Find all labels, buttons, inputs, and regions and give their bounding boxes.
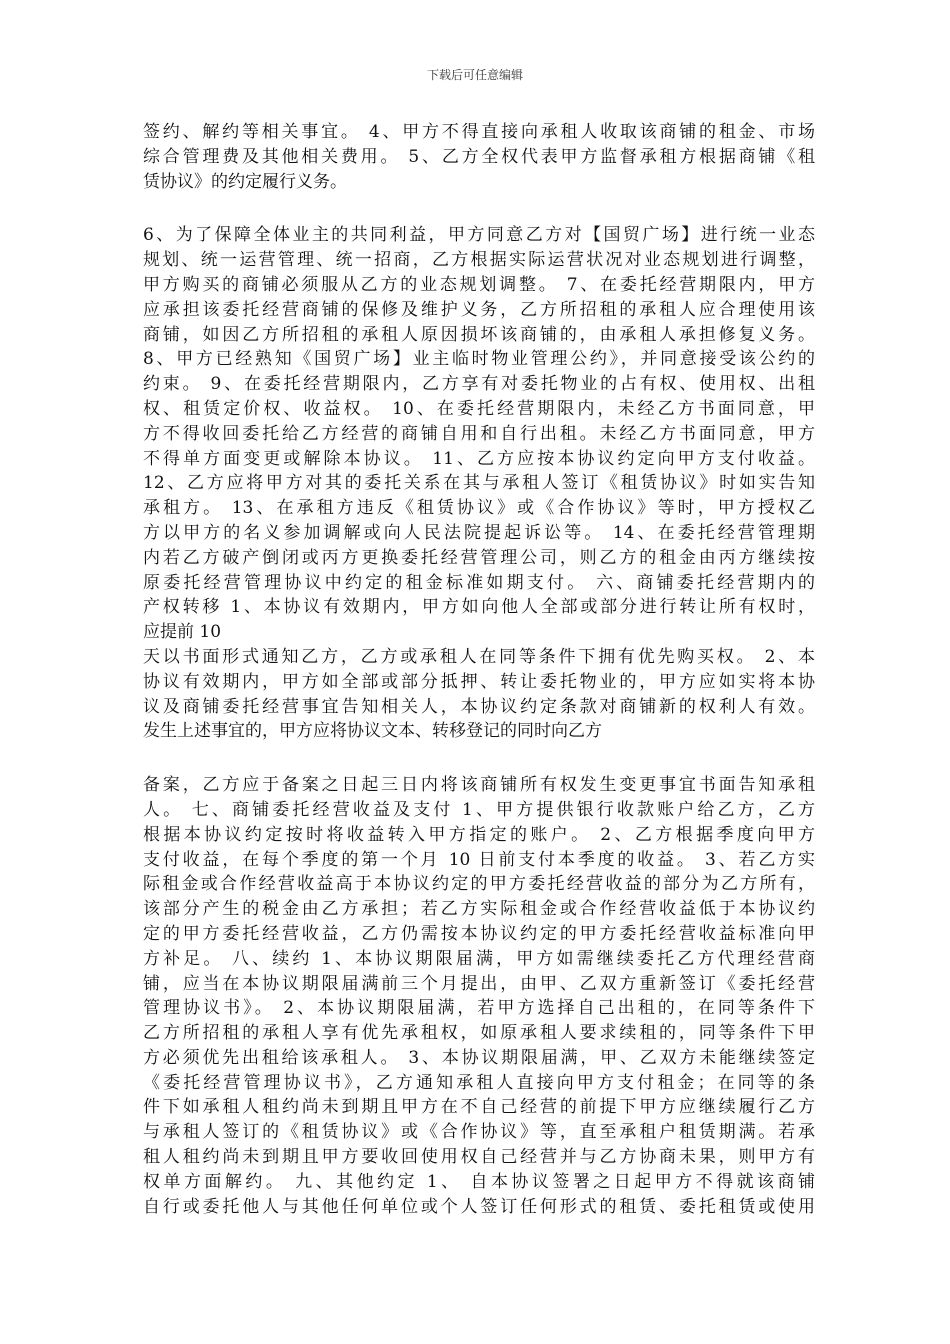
text-line: 《委托经营管理协议书》，乙方通知承租人直接向甲方支付租金；在同等的条 bbox=[143, 1072, 815, 1093]
text-line: 件下如承租人租约尚未到期且甲方在不自己经营的前提下甲方应继续履行乙方 bbox=[143, 1097, 815, 1118]
text-line: 赁协议》的约定履行义务。 bbox=[143, 171, 347, 192]
text-line: 权、租赁定价权、收益权。 10、在委托经营期限内，未经乙方书面同意，甲 bbox=[143, 398, 815, 419]
text-line: 综合管理费及其他相关费用。 5、乙方全权代表甲方监督承租方根据商铺《租 bbox=[143, 146, 815, 167]
document-body bbox=[143, 120, 815, 1219]
text-line: 方不得收回委托给乙方经营的商铺自用和自行出租。未经乙方书面同意，甲方 bbox=[143, 423, 815, 444]
text-line: 不得单方面变更或解除本协议。 11、乙方应按本协议约定向甲方支付收益。 bbox=[143, 448, 815, 469]
text-line: 该部分产生的税金由乙方承担；若乙方实际租金或合作经营收益低于本协议约 bbox=[143, 899, 815, 920]
text-line: 铺，应当在本协议期限届满前三个月提出，由甲、乙双方重新签订《委托经营 bbox=[143, 973, 815, 994]
text-line: 6、为了保障全体业主的共同利益，甲方同意乙方对【国贸广场】进行统一业态 bbox=[143, 225, 815, 246]
text-line: 权单方面解约。 九、其他约定 1、 自本协议签署之日起甲方不得就该商铺 bbox=[143, 1171, 815, 1192]
paragraph bbox=[143, 223, 815, 744]
paragraph bbox=[143, 120, 815, 194]
text-line: 租人租约尚未到期且甲方要收回使用权自己经营并与乙方协商未果，则甲方有 bbox=[143, 1147, 815, 1168]
text-line: 协议有效期内，甲方如全部或部分抵押、转让委托物业的，甲方应如实将本协 bbox=[143, 671, 815, 692]
text-line: 乙方所招租的承租人享有优先承租权，如原承租人要求续租的，同等条件下甲 bbox=[143, 1023, 815, 1044]
text-line: 签约、解约等相关事宜。 4、甲方不得直接向承租人收取该商铺的租金、市场 bbox=[143, 122, 815, 142]
page-header: 下载后可任意编辑 bbox=[426, 68, 523, 82]
text-line: 应提前 10 bbox=[143, 622, 222, 643]
text-line: 甲方购买的商铺必须服从乙方的业态规划调整。 7、在委托经营期限内，甲方 bbox=[143, 274, 815, 295]
text-line: 承租方。 13、在承租方违反《租赁协议》或《合作协议》等时，甲方授权乙 bbox=[143, 498, 815, 519]
text-line: 方以甲方的名义参加调解或向人民法院提起诉讼等。 14、在委托经营管理期 bbox=[143, 522, 815, 543]
text-line: 际租金或合作经营收益高于本协议约定的甲方委托经营收益的部分为乙方所有， bbox=[143, 874, 815, 895]
paragraph-gap bbox=[143, 744, 815, 773]
text-line: 支付收益，在每个季度的第一个月 10 日前支付本季度的收益。 3、若乙方实 bbox=[143, 849, 815, 870]
text-line: 发生上述事宜的，甲方应将协议文本、转移登记的同时向乙方 bbox=[143, 721, 602, 742]
text-line: 内若乙方破产倒闭或丙方更换委托经营管理公司，则乙方的租金由丙方继续按 bbox=[143, 547, 815, 568]
text-line: 12、乙方应将甲方对其的委托关系在其与承租人签订《租赁协议》时如实告知 bbox=[143, 473, 815, 494]
text-line: 管理协议书》。 2、本协议期限届满，若甲方选择自己出租的，在同等条件下 bbox=[143, 998, 815, 1019]
text-line: 约束。 9、在委托经营期限内，乙方享有对委托物业的占有权、使用权、出租 bbox=[143, 374, 815, 395]
text-line: 商铺，如因乙方所招租的承租人原因损坏该商铺的，由承租人承担修复义务。 bbox=[143, 324, 815, 345]
text-line: 8、甲方已经熟知《国贸广场】业主临时物业管理公约》，并同意接受该公约的 bbox=[143, 349, 815, 370]
text-line: 议及商铺委托经营事宜告知相关人，本协议约定条款对商铺新的权利人有效。 bbox=[143, 696, 815, 717]
text-line: 备案，乙方应于备案之日起三日内将该商铺所有权发生变更事宜书面告知承租 bbox=[143, 775, 815, 796]
text-line: 产权转移 1、本协议有效期内，甲方如向他人全部或部分进行转让所有权时， bbox=[143, 597, 815, 618]
text-line: 定的甲方委托经营收益，乙方仍需按本协议约定的甲方委托经营收益标准向甲 bbox=[143, 923, 815, 944]
text-line: 根据本协议约定按时将收益转入甲方指定的账户。 2、乙方根据季度向甲方 bbox=[143, 824, 815, 845]
text-line: 天以书面形式通知乙方，乙方或承租人在同等条件下拥有优先购买权。 2、本 bbox=[143, 646, 815, 667]
paragraph-gap bbox=[143, 194, 815, 223]
text-line: 应承担该委托经营商铺的保修及维护义务，乙方所招租的承租人应合理使用该 bbox=[143, 299, 815, 320]
paragraph bbox=[143, 773, 815, 1219]
text-line: 人。 七、商铺委托经营收益及支付 1、甲方提供银行收款账户给乙方，乙方 bbox=[143, 799, 815, 820]
text-line: 原委托经营管理协议中约定的租金标准如期支付。 六、商铺委托经营期内的 bbox=[143, 572, 815, 593]
text-line: 方补足。 八、续约 1、本协议期限届满，甲方如需继续委托乙方代理经营商 bbox=[143, 948, 815, 969]
text-line: 规划、统一运营管理、统一招商，乙方根据实际运营状况对业态规划进行调整， bbox=[143, 250, 815, 271]
text-line: 方必须优先出租给该承租人。 3、本协议期限届满，甲、乙双方未能继续签定 bbox=[143, 1047, 815, 1068]
text-line: 自行或委托他人与其他任何单位或个人签订任何形式的租赁、委托租赁或使用 bbox=[143, 1196, 815, 1217]
text-line: 与承租人签订的《租赁协议》或《合作协议》等，直至承租户租赁期满。若承 bbox=[143, 1122, 815, 1143]
